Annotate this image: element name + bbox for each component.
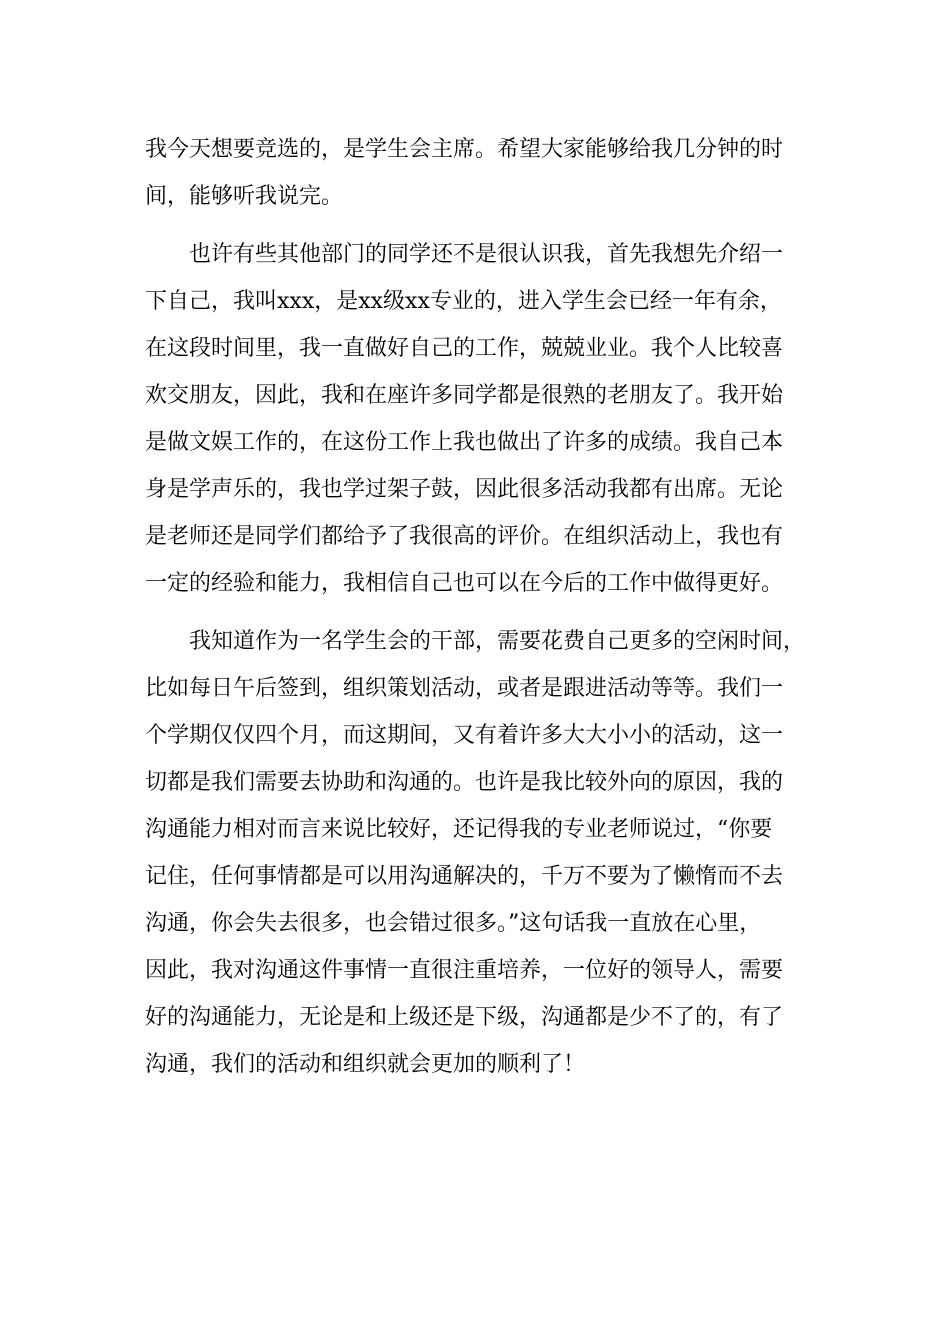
paragraph-line: 间，能够听我说完。 bbox=[145, 184, 344, 209]
paragraph-line: 记住，任何事情都是可以用沟通解决的，千万不要为了懒惰而不去 bbox=[145, 864, 784, 889]
document-body bbox=[145, 126, 805, 1088]
paragraph-2 bbox=[145, 231, 805, 607]
paragraph-line: 沟通能力相对而言来说比较好，还记得我的专业老师说过，“你要 bbox=[145, 817, 773, 842]
paragraph-line: 我知道作为一名学生会的干部，需要花费自己更多的空闲时间， bbox=[189, 629, 806, 654]
paragraph-line: 身是学声乐的，我也学过架子鼓，因此很多活动我都有出席。无论 bbox=[145, 477, 784, 502]
paragraph-line: 下自己，我叫xxx，是xx级xx专业的，进入学生会已经一年有余， bbox=[145, 289, 782, 314]
paragraph-line: 因此，我对沟通这件事情一直很注重培养，一位好的领导人，需要 bbox=[145, 958, 784, 983]
paragraph-line: 在这段时间里，我一直做好自己的工作，兢兢业业。我个人比较喜 bbox=[145, 336, 784, 361]
paragraph-1 bbox=[145, 126, 805, 220]
paragraph-line: 我今天想要竞选的，是学生会主席。希望大家能够给我几分钟的时 bbox=[145, 137, 784, 162]
paragraph-line: 好的沟通能力，无论是和上级还是下级，沟通都是少不了的，有了 bbox=[145, 1005, 784, 1030]
paragraph-spacer bbox=[145, 607, 805, 618]
paragraph-line: 是老师还是同学们都给予了我很高的评价。在组织活动上，我也有 bbox=[145, 524, 784, 549]
paragraph-spacer bbox=[145, 220, 805, 231]
paragraph-3 bbox=[145, 618, 805, 1088]
paragraph-line: 沟通，我们的活动和组织就会更加的顺利了！ bbox=[145, 1052, 586, 1077]
paragraph-line: 也许有些其他部门的同学还不是很认识我，首先我想先介绍一 bbox=[189, 242, 784, 267]
paragraph-line: 是做文娱工作的，在这份工作上我也做出了许多的成绩。我自己本 bbox=[145, 430, 784, 455]
paragraph-line: 欢交朋友，因此，我和在座许多同学都是很熟的老朋友了。我开始 bbox=[145, 383, 784, 408]
paragraph-line: 一定的经验和能力，我相信自己也可以在今后的工作中做得更好。 bbox=[145, 571, 784, 596]
paragraph-line: 比如每日午后签到，组织策划活动，或者是跟进活动等等。我们一 bbox=[145, 676, 784, 701]
paragraph-line: 切都是我们需要去协助和沟通的。也许是我比较外向的原因，我的 bbox=[145, 770, 784, 795]
paragraph-line: 沟通，你会失去很多，也会错过很多。”这句话我一直放在心里， bbox=[145, 911, 762, 936]
paragraph-line: 个学期仅仅四个月，而这期间，又有着许多大大小小的活动，这一 bbox=[145, 723, 784, 748]
